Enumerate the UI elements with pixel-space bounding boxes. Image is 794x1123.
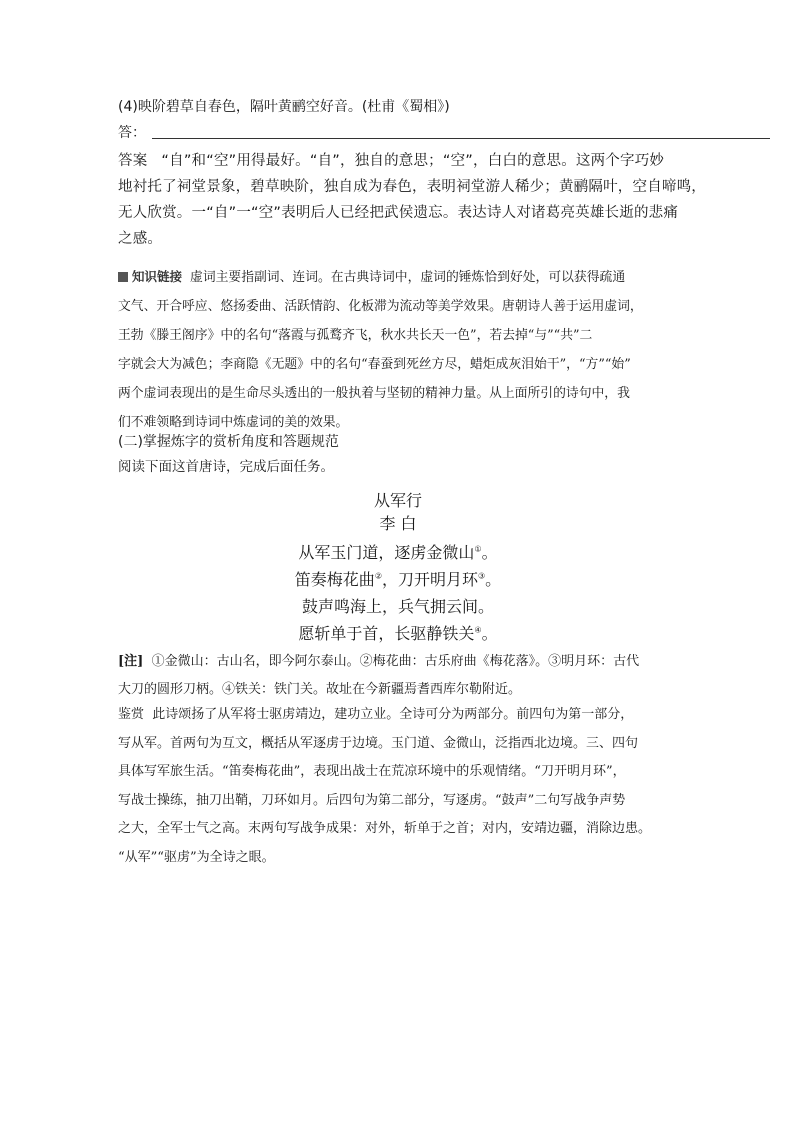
notes-label: [注] [118, 654, 144, 669]
knowledge-line: 们不难领略到诗词中炼虚词的美的效果。 [118, 415, 349, 430]
knowledge-line: 知识链接 虚词主要指副词、连词。在古典诗词中，虚词的锤炼恰到好处，可以获得疏通 [118, 262, 678, 292]
appreciation-line: 写从军。首两句为互文，概括从军逐虏于边境。玉门道、金微山，泛指西北边境。三、四句 [118, 735, 639, 751]
poem-line: 愿斩单于首，长驱静铁关④。 [298, 624, 498, 643]
answer-line: 答案 “自”和“空”用得最好。“自”，独自的意思；“空”，白白的意思。这两个字巧妙 [118, 153, 665, 169]
knowledge-line: 字就会大为减色；李商隐《无题》中的名句“春蚕到死丝方尽，蜡炬成灰泪始干”，“方”“始” [118, 357, 631, 372]
knowledge-tag: 知识链接 [118, 269, 182, 284]
answer-line: 之感。 [118, 231, 163, 247]
knowledge-line: 文气、开合呼应、悠扬委曲、活跃情韵、化板滞为流动等美学效果。唐朝诗人善于运用虚词， [118, 299, 643, 314]
poem-title: 从军行 [373, 491, 422, 510]
notes-line: 大刀的圆形刀柄。④铁关：铁门关。故址在今新疆焉耆西库尔勒附近。 [118, 682, 522, 697]
appreciation-line: 具体写军旅生活。“笛奏梅花曲”，表现出战士在荒凉环境中的乐观情绪。“刀开明月环”， [118, 764, 626, 779]
poem-author: 李 白 [379, 514, 417, 533]
answer-row [118, 122, 678, 144]
notes-block [118, 648, 678, 704]
answer-line: 无人欣赏。一“自”一“空”表明后人已经把武侯遗忘。表达诗人对诸葛亮英雄长逝的悲痛 [118, 205, 679, 221]
square-bullet-icon [118, 272, 128, 282]
knowledge-link-block [118, 262, 678, 437]
knowledge-line: 王勃《滕王阁序》中的名句“落霞与孤鹜齐飞，秋水共长天一色”，若去掉“与”“共”二 [118, 328, 593, 343]
answer-block [118, 148, 706, 252]
poem-line: 笛奏梅花曲②，刀开明月环③。 [294, 570, 502, 589]
poem-line: 鼓声鸣海上，兵气拥云间。 [301, 597, 495, 616]
question-line: (4)映阶碧草自春色，隔叶黄鹂空好音。(杜甫《蜀相》) [118, 99, 450, 115]
section-title: (二)掌握炼字的赏析角度和答题规范 [118, 434, 339, 450]
appreciation-block [118, 701, 678, 872]
appreciation-line: 之大，全军士气之高。末两句写战争成果：对外，斩单于之首；对内，安靖边疆，消除边患。 [118, 821, 652, 836]
answer-prompt: 答： [118, 125, 146, 141]
appreciation-line: “从军”“驱虏”为全诗之眼。 [118, 849, 275, 865]
appreciation-label: 鉴赏 [118, 707, 145, 722]
poem-line: 从军玉门道，逐虏金微山①。 [298, 543, 498, 562]
appreciation-line: 写战士操练，抽刀出鞘，刀环如月。后四句为第二部分，写逐虏。“鼓声”二句写战争声势 [118, 792, 626, 808]
answer-blank-line [152, 138, 770, 139]
appreciation-line: 鉴赏 此诗颂扬了从军将士驱虏靖边，建功立业。全诗可分为两部分。前四句为第一部分， [118, 707, 634, 722]
instruction-line: 阅读下面这首唐诗，完成后面任务。 [118, 459, 334, 475]
knowledge-line: 两个虚词表现出的是生命尽头透出的一般执着与坚韧的精神力量。从上面所引的诗句中，我 [118, 386, 630, 401]
answer-label: 答案 [118, 153, 148, 169]
answer-line: 地衬托了祠堂景象，碧草映阶，独自成为春色，表明祠堂游人稀少；黄鹂隔叶，空自啼鸣， [118, 179, 706, 195]
notes-line: [注] ①金微山：古山名，即今阿尔泰山。②梅花曲：古乐府曲《梅花落》。③明月环：古代 [118, 654, 640, 669]
